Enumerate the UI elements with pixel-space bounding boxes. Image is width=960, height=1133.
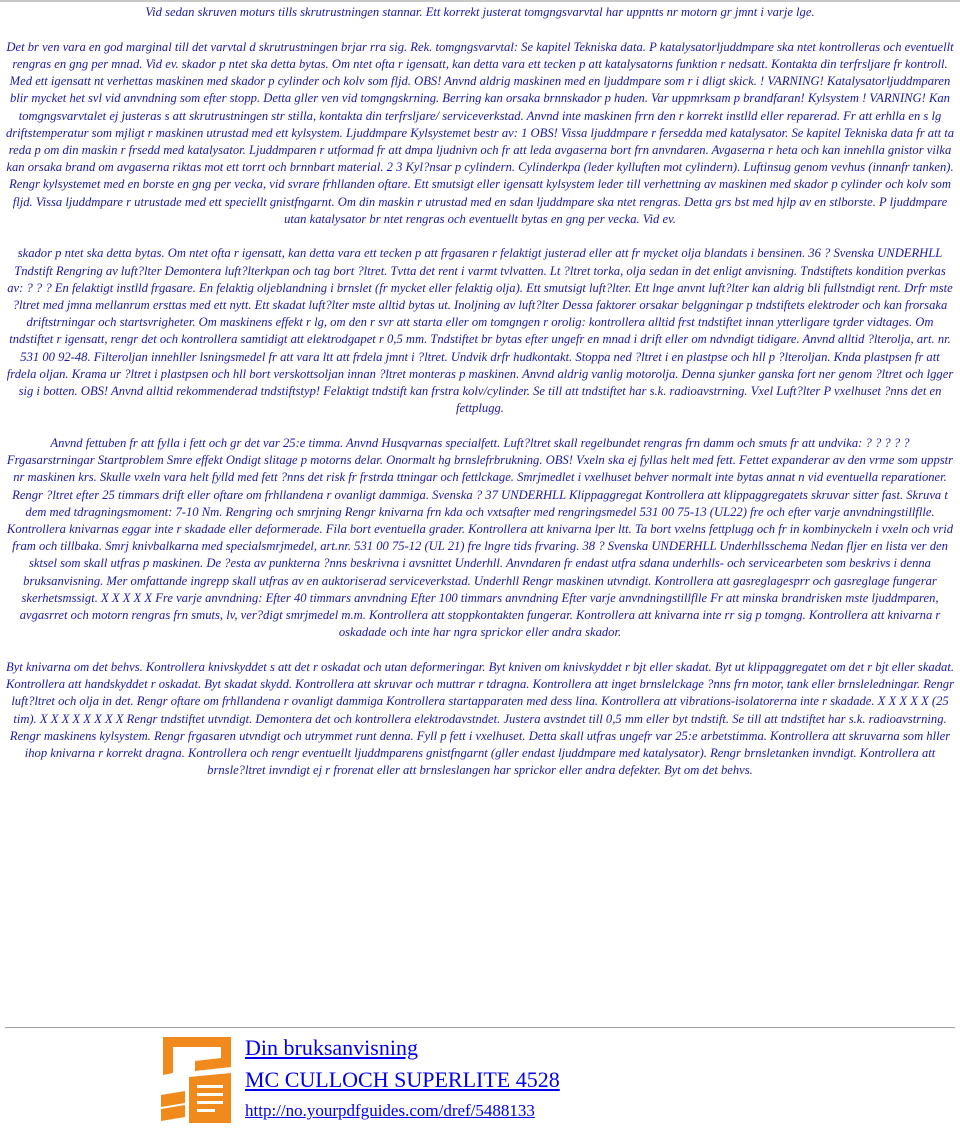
paragraph-3: skador p ntet ska detta bytas. Om ntet ofta r igensatt, kan detta vara ett tecken p att frgasaren r felaktigt justerad eller att fr mycket olja blandats i bensinen. 36 ? Svenska UNDERHLL Tndstift Rengring av luft?lter Demontera luft?lterkpan och tag bort ?ltret. Tvtta det rent i varmt tvlvatten. Lt ?ltret torka, olja sedan in det enligt anvisning. Tndstiftets kondition pverkas av: ? ? ? En felaktigt instlld frgasare. En felaktig oljeblandning i brnslet (fr mycket eller felaktig olja). Ett smutsigt luft?lter. Ett lnge anvnt luft?lter kan aldrig bli fullstndigt rent. Drfr mste ?ltret med jmna mellanrum ersttas med ett nytt. Ett skadat luft?lter mste alltid bytas ut. Inoljning av luft?lter Dessa faktorer orsakar belggningar p tndstiftets elektroder och kan frorsaka driftstrningar och startsvrigheter. Om maskinens effekt r lg, om den r svr att starta eller om tomgngen r orolig: kontrollera alltid frst tndstiftet innan ytterligare tgrder vidtages. Om tndstiftet r igensatt, rengr det och kontrollera samtidigt att elektrodgapet r 0,5 mm. Tndstiftet br bytas efter ungefr en mnad i drift eller om ndvndigt tidigare. Anvnd alltid ?lterolja, art. nr. 531 00 92-48. Filteroljan innehller lsningsmedel fr att vara ltt att frdela jmnt i ?ltret. Undvik drfr hudkontakt. Stoppa ned ?ltret i en plastpse och hll p ?lteroljan. Knda plastpsen fr att frdela oljan. Krama ur ?ltret i plastpsen och hll bort verskottsoljan innan ?ltret monteras p maskinen. Anvnd aldrig vanlig motorolja. Denna sjunker ganska fort ner genom ?ltret och lgger sig i botten. OBS! Anvnd alltid rekommenderad tndstiftstyp! Felaktigt tndstift kan frstra kolv/cylinder. Se till att tndstiftet har s.k. radioavstrning. Vxel Luft?lter P vxelhuset ?nns det en fettplugg. [6, 246, 954, 416]
footer-divider [5, 1027, 955, 1028]
manual-title-link[interactable]: Din bruksanvisning [245, 1035, 418, 1060]
top-rule [0, 0, 960, 2]
paragraph-5: Byt knivarna om det behvs. Kontrollera knivskyddet s att det r oskadat och utan deformeringar. Byt kniven om knivskyddet r bjt eller skadat. Byt ut klippaggregatet om det r bjt eller skadat. Kontrollera att handskyddet r oskadat. Byt skadat skydd. Kontrollera att skruvar och muttrar r tdragna. Kontrollera att inget brnslelckage ?nns frn motor, tank eller brnsleledningar. Rengr luft?ltret och olja in det. Rengr oftare om frhllandena r ovanligt dammiga Kontrollera startapparaten med dess lina. Kontrollera att vibrations-isolatorerna inte r skadade. X X X X X (25 tim). X X X X X X X X Rengr tndstiftet utvndigt. Demontera det och kontrollera elektrodavstndet. Justera avstndet till 0,5 mm eller byt tndstift. Se till att tndstiftet har s.k. radioavstrning. Rengr maskinens kylsystem. Rengr frgasaren utvndigt och utrymmet runt denna. Fyll p fett i vxelhuset. Detta skall utfras ungefr var 25:e arbetstimma. Kontrollera att skruvarna som hller ihop knivarna r korrekt dragna. Kontrollera och rengr eventuellt ljuddmparens gnistfngarnt (gller endast ljuddmpare med katalysator). Rengr brnsletanken invndigt. Kontrollera att brnsle?ltret invndigt ej r frorenat eller att brnsleslangen har sprickor eller andra defekter. Byt om det behvs. [6, 659, 954, 778]
document-body [5, 4, 955, 779]
footer [155, 1033, 855, 1129]
product-name-link[interactable]: MC CULLOCH SUPERLITE 4528 [245, 1067, 560, 1092]
guide-url-link[interactable]: http://no.yourpdfguides.com/dref/5488133 [245, 1101, 535, 1120]
footer-links [245, 1033, 560, 1125]
paragraph-4: Anvnd fettuben fr att fylla i fett och gr det var 25:e timma. Anvnd Husqvarnas specialfett. Luft?ltret skall regelbundet rengras frn damm och smuts fr att undvika: ? ? ? ? ? Frgasarstrningar Startproblem Smre effekt Ondigt slitage p motorns delar. Onormalt hg brnslefrbrukning. OBS! Vxeln ska ej fyllas helt med fett. Fettet expanderar av den vrme som uppstr nr maskinen krs. Skulle vxeln vara helt fylld med fett ?nns det risk fr frstrda ttningar och fettlckage. Smrjmedlet i vxelhuset behver normalt inte bytas annat n vid eventuella reparationer. Rengr ?ltret efter 25 timmars drift eller oftare om frhllandena r ovanligt dammiga. Svenska ? 37 UNDERHLL Klippaggregat Kontrollera att klippaggregatets skruvar sitter fast. Skruva t dem med tdragningsmoment: 7-10 Nm. Rengring och smrjning Rengr knivarna frn kda och vxtsafter med rengringsmedel 531 00 75-13 (UL22) fre och efter varje anvndningstillflle. Kontrollera knivarnas eggar inte r skadade eller deformerade. Fila bort eventuella grader. Kontrollera att knivarna lper ltt. Ta bort vxelns fettplugg och fr in kombinyckeln i vxeln och vrid fram och tillbaka. Smrj knivbalkarna med specialsmrjmedel, art.nr. 531 00 75-12 (UL 21) fre lngre tids frvaring. 38 ? Svenska UNDERHLL Underhllsschema Nedan fljer en lista ver den sktsel som skall utfras p maskinen. De ?esta av punkterna ?nns beskrivna i avsnittet Underhll. Anvndaren fr endast utfra sdana underhlls- och servicearbeten som beskrivs i denna bruksanvisning. Mer omfattande ingrepp skall utfras av en auktoriserad serviceverkstad. Underhll Rengr maskinen utvndigt. Kontrollera att gasreglagesprr och gasreglage fungerar skerhetsmssigt. X X X X X Fre varje anvndning: Efter 40 timmars anvndning Efter 100 timmars anvndning Efter varje anvndningstillflle Fr att minska brandrisken mste ljuddmparen, avgasrret och motorn rengras frn smuts, lv, ver?digt smrjmedel m.m. Kontrollera att stoppkontakten fungerar. Kontrollera att knivarna inte rr sig p tomgng. Kontrollera att knivarna r oskadade och inte har ngra sprickor eller andra skador. [6, 435, 954, 640]
book-logo-icon [155, 1033, 237, 1127]
paragraph-2: Det br ven vara en god marginal till det varvtal d skrutrustningen brjar rra sig. Rek. tomgngsvarvtal: Se kapitel Tekniska data. P katalysatorljuddmpare ska ntet kontrolleras och eventuellt rengras en gng per mnad. Vid ev. skador p ntet ska detta bytas. Om ntet ofta r igensatt, kan detta vara ett tecken p att katalysatorns funktion r nedsatt. Kontakta din terfrsljare fr kontroll. Med ett igensatt nt verhettas maskinen med skador p cylinder och kolv som fljd. OBS! Anvnd aldrig maskinen med en ljuddmpare som r i dligt skick. ! VARNING! Katalysatorljuddmparen blir mycket het svl vid anvndning som efter stopp. Detta gller ven vid tomgngskrning. Berring kan orsaka brnnskador p huden. Var uppmrksam p brandfaran! Kylsystem ! VARNING! Kan tomgngsvarvtalet ej justeras s att skrutrustningen str stilla, kontakta din terfrsljare/ serviceverkstad. Anvnd inte maskinen frrn den r korrekt instlld eller reparerad. Fr att erhlla en s lg driftstemperatur som mjligt r maskinen utrustad med ett kylsystem. Ljuddmpare Kylsystemet bestr av: 1 OBS! Vissa ljuddmpare r fersedda med katalysator. Se kapitel Tekniska data fr att ta reda p om din maskin r frsedd med katalysator. Ljuddmparen r utformad fr att dmpa ljudnivn och fr att leda avgaserna bort frn anvndaren. Avgaserna r heta och kan innehlla gnistor vilka kan orsaka brand om avgaserna riktas mot ett torrt och brnnbart material. 2 3 Kyl?nsar p cylindern. Cylinderkpa (leder kylluften mot cylindern). Luftinsug genom vevhus (innanfr tanken). Rengr kylsystemet med en borste en gng per vecka, vid svrare frhllanden oftare. Ett smutsigt eller igensatt kylsystem leder till verhettning av maskinen med skador p cylinder och kolv som fljd. Vissa ljuddmpare r utrustade med ett speciellt gnistfngarnt. Om din maskin r utrustad med en sdan ljuddmpare ska ntet rengras. Detta grs bst med hjlp av en stlborste. P ljuddmpare utan katalysator br ntet rengras och eventuellt bytas en gng per vecka. Vid ev. [5, 39, 955, 226]
paragraph-1: Vid sedan skruven moturs tills skrutrustningen stannar. Ett korrekt justerat tomgngsvarvtal har uppntts nr motorn gr jmnt i varje lge. [145, 5, 815, 19]
